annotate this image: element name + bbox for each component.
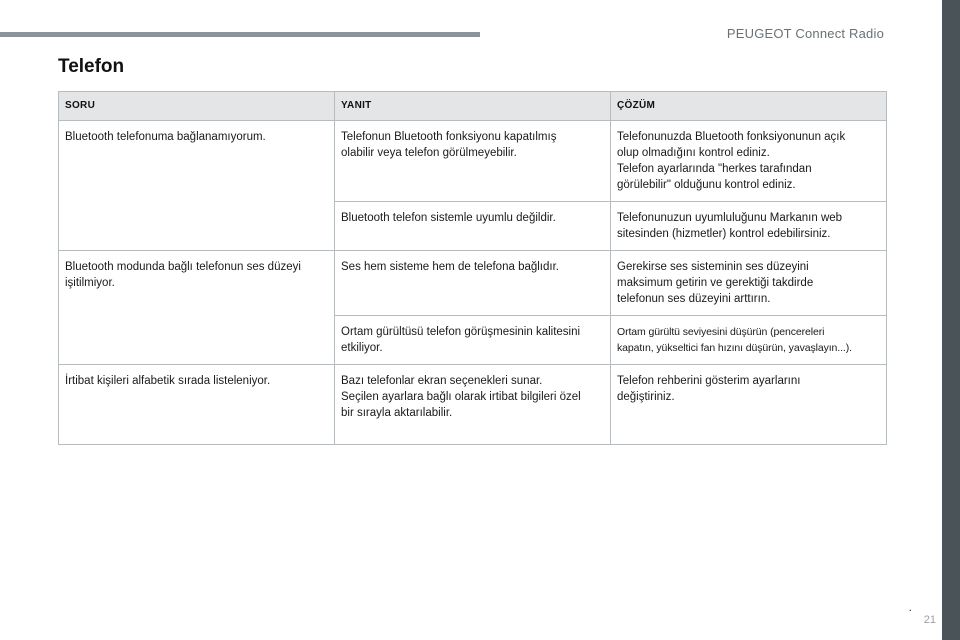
answer-cell: [335, 121, 611, 202]
column-header-question: SORU: [59, 92, 335, 121]
answer-line: Ortam gürültüsü telefon görüşmesinin kalitesini: [341, 326, 581, 338]
solution-line: sitesinden (hizmetler) kontrol edebilirsiniz.: [617, 228, 831, 240]
question-cell: [59, 365, 335, 445]
solution-cell: [611, 365, 887, 445]
solution-line: Telefon rehberini gösterim ayarlarını: [617, 375, 801, 387]
solution-line: Ortam gürültü seviyesini düşürün (pencereleri: [617, 326, 825, 338]
solution-line: Telefonunuzun uyumluluğunu Markanın web: [617, 212, 843, 224]
table-row: [59, 251, 887, 316]
solution-line: Telefonunuzda Bluetooth fonksiyonunun açık: [617, 131, 846, 143]
faq-table: [58, 91, 887, 445]
document-header-title: PEUGEOT Connect Radio: [726, 26, 884, 41]
answer-line: olabilir veya telefon görülmeyebilir.: [341, 147, 517, 159]
answer-cell: [335, 251, 611, 316]
answer-line: Seçilen ayarlara bağlı olarak irtibat bilgileri özel: [341, 391, 581, 403]
corner-mark: .: [908, 600, 912, 614]
answer-line: etkiliyor.: [341, 342, 383, 354]
solution-line: değiştiriniz.: [617, 391, 675, 403]
question-cell: [59, 121, 335, 251]
solution-cell: [611, 251, 887, 316]
page-title: Telefon: [58, 56, 125, 77]
table-row: [59, 121, 887, 202]
solution-line: Gerekirse ses sisteminin ses düzeyini: [617, 261, 809, 273]
question-text: Bluetooth telefonuma bağlanamıyorum.: [65, 131, 266, 143]
solution-cell: [611, 121, 887, 202]
page-number: 21: [923, 614, 936, 626]
question-cell: [59, 251, 335, 365]
solution-line: görülebilir" olduğunu kontrol ediniz.: [617, 179, 796, 191]
answer-cell: [335, 365, 611, 445]
answer-cell: [335, 202, 611, 251]
solution-line: olup olmadığını kontrol ediniz.: [617, 147, 770, 159]
column-header-answer: YANIT: [335, 92, 611, 121]
answer-cell: [335, 316, 611, 365]
answer-line: Bluetooth telefon sistemle uyumlu değildir.: [341, 212, 556, 224]
answer-line: bir sırayla aktarılabilir.: [341, 407, 453, 419]
solution-line: maksimum getirin ve gerektiği takdirde: [617, 277, 814, 289]
answer-line: Telefonun Bluetooth fonksiyonu kapatılmış: [341, 131, 557, 143]
solution-line: telefonun ses düzeyini arttırın.: [617, 293, 771, 305]
question-line: Bluetooth modunda bağlı telefonun ses düzeyi: [65, 261, 301, 273]
header-divider-bar: [0, 32, 480, 37]
question-text: İrtibat kişileri alfabetik sırada listeleniyor.: [65, 375, 271, 387]
answer-line: Ses hem sisteme hem de telefona bağlıdır.: [341, 261, 559, 273]
side-strip: [942, 0, 960, 640]
solution-cell: [611, 202, 887, 251]
solution-line: Telefon ayarlarında "herkes tarafından: [617, 163, 812, 175]
solution-line: kapatın, yükseltici fan hızını düşürün, yavaşlayın...).: [617, 342, 852, 354]
table-header-row: [59, 92, 887, 121]
table-row: [59, 365, 887, 445]
question-line: işitilmiyor.: [65, 277, 115, 289]
column-header-solution: ÇÖZÜM: [611, 92, 887, 121]
solution-cell: [611, 316, 887, 365]
answer-line: Bazı telefonlar ekran seçenekleri sunar.: [341, 375, 543, 387]
